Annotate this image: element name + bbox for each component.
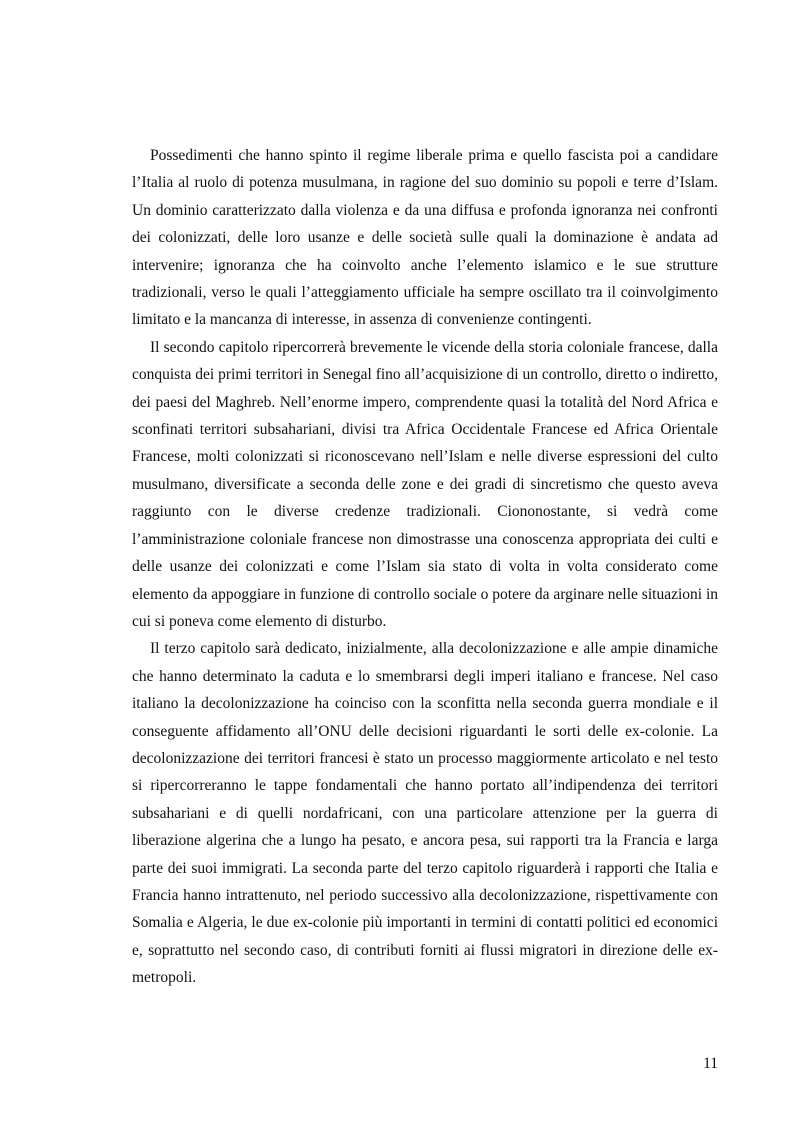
paragraph-1: Possedimenti che hanno spinto il regime liberale prima e quello fascista poi a candidare l’Italia al ruolo di potenza musulmana, in ragione del suo dominio su popoli e terre d’Islam. Un dominio caratterizzato dalla violenza e da una diffusa e profonda ignoranza nei confronti dei colonizzati, delle loro usanze e delle società sulle quali la dominazione è andata ad intervenire; ignoranza che ha coinvolto anche l’elemento islamico e le sue strutture tradizionali, verso le quali l’atteggiamento ufficiale ha sempre oscillato tra il coinvolgimento limitato e la mancanza di interesse, in assenza di convenienze contingenti. <box>132 147 718 329</box>
paragraph-3: Il terzo capitolo sarà dedicato, inizialmente, alla decolonizzazione e alle ampie dinamiche che hanno determinato la caduta e lo smembrarsi degli imperi italiano e francese. Nel caso italiano la decolonizzazione ha coinciso con la sconfitta nella seconda guerra mondiale e il conseguente affidamento all’ONU delle decisioni riguardanti le sorti delle ex-colonie. La decolonizzazione dei territori francesi è stato un processo maggiormente articolato e nel testo si ripercorreranno le tappe fondamentali che hanno portato all’indipendenza dei territori subsahariani e di quelli nordafricani, con una particolare attenzione per la guerra di liberazione algerina che a lungo ha pesato, e ancora pesa, sui rapporti tra la Francia e larga parte dei suoi immigrati. La seconda parte del terzo capitolo riguarderà i rapporti che Italia e Francia hanno intrattenuto, nel periodo successivo alla decolonizzazione, rispettivamente con Somalia e Algeria, le due ex-colonie più importanti in termini di contatti politici ed economici e, soprattutto nel secondo caso, di contributi forniti ai flussi migratori in direzione delle ex-metropoli. <box>132 640 718 987</box>
paragraph-2: Il secondo capitolo ripercorrerà brevemente le vicende della storia coloniale francese, dalla conquista dei primi territori in Senegal fino all’acquisizione di un controllo, diretto o indiretto, dei paesi del Maghreb. Nell’enorme impero, comprendente quasi la totalità del Nord Africa e sconfinati territori subsahariani, divisi tra Africa Occidentale Francese ed Africa Orientale Francese, molti colonizzati si riconoscevano nell’Islam e nelle diverse espressioni del culto musulmano, diversificate a seconda delle zone e dei gradi di sincretismo che questo aveva raggiunto con le diverse credenze tradizionali. Ciononostante, si vedrà come l’amministrazione coloniale francese non dimostrasse una conoscenza appropriata dei culti e delle usanze dei colonizzati e come l’Islam sia stato di volta in volta considerato come elemento da appoggiare in funzione di controllo sociale o potere da arginare nelle situazioni in cui si poneva come elemento di disturbo. <box>132 338 718 630</box>
page-number: 11 <box>703 1055 718 1072</box>
body-text <box>132 142 718 992</box>
